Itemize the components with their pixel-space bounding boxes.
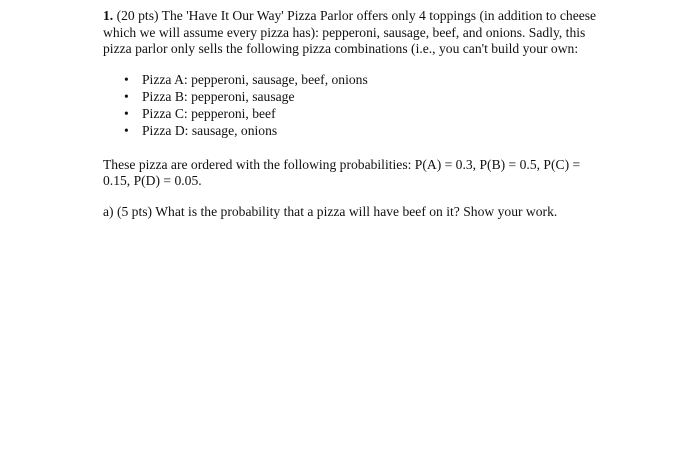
question-number: 1. [103, 8, 114, 23]
bullet-icon: • [124, 123, 129, 139]
bullet-icon: • [124, 71, 129, 87]
pizza-c-text: Pizza C: pepperoni, beef [142, 106, 276, 122]
pizza-d-text: Pizza D: sausage, onions [142, 123, 278, 139]
pizza-list [103, 71, 603, 140]
pizza-b-text: Pizza B: pepperoni, sausage [142, 88, 295, 104]
part-a-question: a) (5 pts) What is the probability that a pizza will have beef on it? Show your work. [103, 203, 558, 219]
bullet-icon: • [124, 88, 129, 104]
list-item [124, 122, 603, 139]
list-item [124, 88, 603, 105]
list-item [124, 105, 603, 122]
list-item [124, 71, 603, 88]
probabilities-paragraph: These pizza are ordered with the following probabilities: P(A) = 0.3, P(B) = 0.5, P(C) = 0.15, P(D) = 0.05. [103, 156, 581, 189]
question-intro-text: (20 pts) The 'Have It Our Way' Pizza Parlor offers only 4 toppings (in addition to cheese which we will assume every pizza has): pepperoni, sausage, beef, and onions. Sadly, this pizza parlor only sells the following pizza combinations (i.e., you can't build your own: [103, 8, 597, 56]
bullet-icon: • [124, 106, 129, 122]
pizza-a-text: Pizza A: pepperoni, sausage, beef, onions [142, 71, 368, 87]
question-intro-paragraph [103, 8, 603, 58]
problem-document [103, 8, 603, 220]
